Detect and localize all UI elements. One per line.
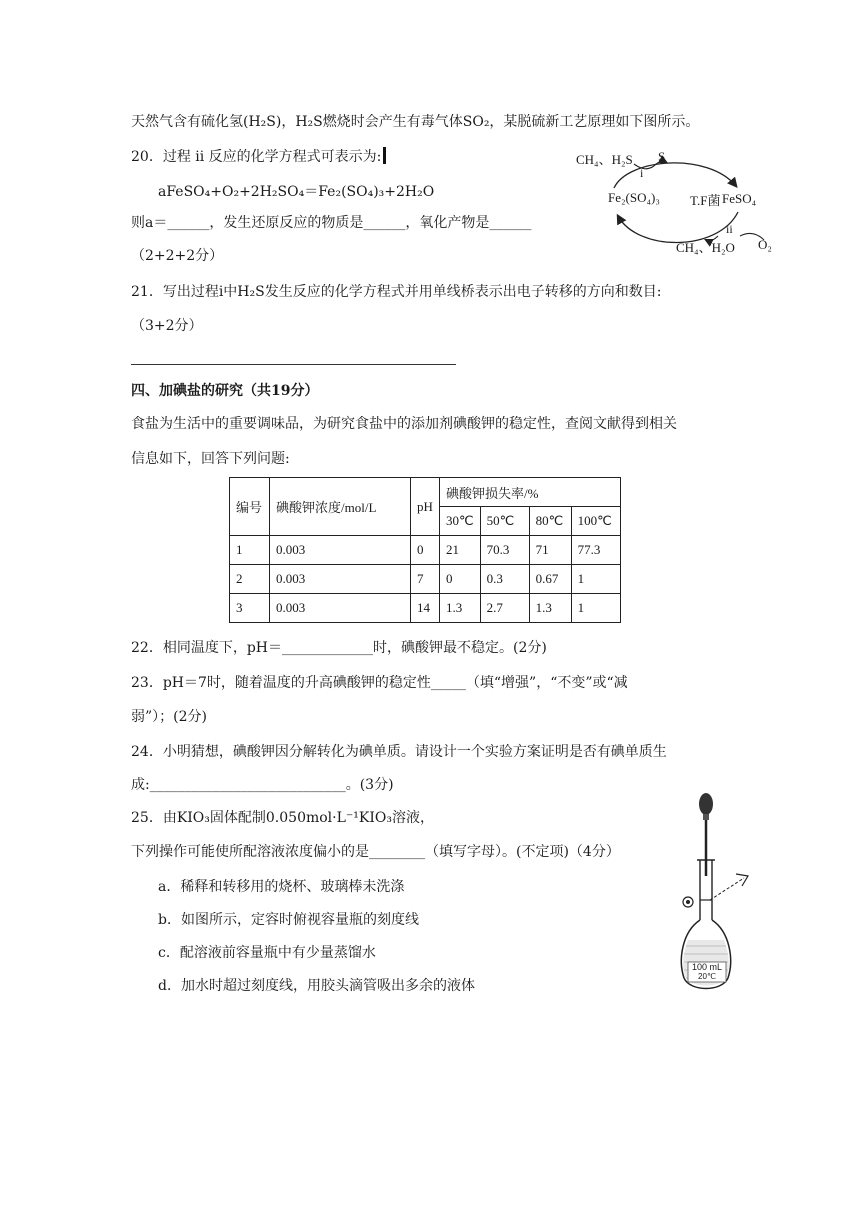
desulfurization-cycle-diagram (568, 140, 788, 262)
header-concentration: 碘酸钾浓度/mol/L (270, 478, 411, 536)
q20-ask: 则a＝______，发生还原反应的物质是______，氧化产物是______ (131, 215, 532, 231)
q25-option-d: d．加水时超过刻度线，用胶头滴管吸出多余的液体 (158, 978, 475, 994)
cell-loss: 1.3 (440, 594, 481, 623)
cell-loss: 0.67 (529, 565, 571, 594)
stability-table (229, 477, 621, 623)
q20-stem-text: 20．过程 ii 反应的化学方程式可表示为: (131, 149, 382, 165)
text-cursor (383, 147, 386, 164)
q24-line-1: 24．小明猜想，碘酸钾因分解转化为碘单质。请设计一个实验方案证明是否有碘单质生 (131, 744, 667, 760)
bacteria-label: T.F菌 (690, 193, 721, 208)
cell-loss: 21 (440, 536, 481, 565)
header-temp: 100℃ (571, 507, 620, 536)
q20-stem (131, 147, 386, 167)
q22-text: 22．相同温度下，pH＝_____________时，碘酸钾最不稳定。(2分) (131, 640, 547, 656)
cell-loss: 1 (571, 594, 620, 623)
cell-concentration: 0.003 (270, 536, 411, 565)
step-i-label: i (640, 166, 644, 180)
top-reactants-label: CH₄、H₂S (576, 152, 633, 167)
q25-line-2: 下列操作可能使所配溶液浓度偏小的是________（填写字母）。(不定项)（4分） (131, 844, 620, 860)
table-row (230, 565, 621, 594)
cell-ph: 14 (411, 594, 440, 623)
ferric-sulfate-label: Fe₂(SO₄)₃ (608, 190, 660, 205)
cell-ph: 0 (411, 536, 440, 565)
flask-volume-label: 100 mL (691, 962, 723, 972)
flask-temp-label: 20℃ (698, 972, 716, 981)
top-product-label: S (658, 149, 666, 164)
section-intro-2: 信息如下，回答下列问题: (131, 451, 290, 467)
table-row (230, 536, 621, 565)
header-ph: pH (411, 478, 440, 536)
header-loss-rate: 碘酸钾损失率/% (440, 478, 621, 507)
cell-loss: 2.7 (480, 594, 529, 623)
step-ii-label: ii (726, 222, 733, 236)
cell-number: 2 (230, 565, 270, 594)
cell-concentration: 0.003 (270, 594, 411, 623)
q25-line-1: 25．由KIO₃固体配制0.050mol·L⁻¹KIO₃溶液， (131, 810, 434, 826)
intro-text: 天然气含有硫化氢(H₂S)，H₂S燃烧时会产生有毒气体SO₂，某脱硫新工艺原理如下图所示。 (131, 114, 700, 130)
volumetric-flask-figure (674, 790, 764, 1000)
header-temp: 50℃ (480, 507, 529, 536)
q25-option-a: a．稀释和转移用的烧杯、玻璃棒未洗涤 (158, 879, 405, 895)
q25-option-b: b．如图所示，定容时俯视容量瓶的刻度线 (158, 912, 419, 928)
q23-line-1: 23．pH＝7时，随着温度的升高碘酸钾的稳定性_____（填“增强”，“不变”或“减 (131, 675, 628, 691)
section-intro-1: 食盐为生活中的重要调味品，为研究食盐中的添加剂碘酸钾的稳定性，查阅文献得到相关 (131, 416, 677, 432)
cell-loss: 77.3 (571, 536, 620, 565)
cell-ph: 7 (411, 565, 440, 594)
q23-line-2: 弱”）；(2分) (131, 709, 207, 725)
cell-loss: 0 (440, 565, 481, 594)
answer-line (131, 364, 456, 365)
table-row (230, 594, 621, 623)
cell-concentration: 0.003 (270, 565, 411, 594)
header-temp: 80℃ (529, 507, 571, 536)
q25-option-c: c．配溶液前容量瓶中有少量蒸馏水 (158, 945, 376, 961)
q20-score: （2+2+2分） (131, 248, 224, 264)
cell-loss: 1.3 (529, 594, 571, 623)
oxygen-label: O₂ (758, 237, 772, 252)
cell-loss: 71 (529, 536, 571, 565)
cell-loss: 70.3 (480, 536, 529, 565)
section-title: 四、加碘盐的研究（共19分） (131, 383, 319, 399)
ferrous-sulfate-label: FeSO₄ (722, 191, 757, 206)
q21-score: （3+2分） (131, 318, 203, 334)
q20-equation: aFeSO₄+O₂+2H₂SO₄＝Fe₂(SO₄)₃+2H₂O (158, 184, 435, 200)
cell-loss: 1 (571, 565, 620, 594)
header-temp: 30℃ (440, 507, 481, 536)
cell-loss: 0.3 (480, 565, 529, 594)
cell-number: 3 (230, 594, 270, 623)
header-number: 编号 (230, 478, 270, 536)
q21-stem: 21．写出过程i中H₂S发生反应的化学方程式并用单线桥表示出电子转移的方向和数目: (131, 284, 662, 300)
bottom-products-label: CH₄、H₂O (676, 240, 735, 255)
q24-line-2: 成:____________________________。(3分) (131, 777, 394, 793)
cell-number: 1 (230, 536, 270, 565)
